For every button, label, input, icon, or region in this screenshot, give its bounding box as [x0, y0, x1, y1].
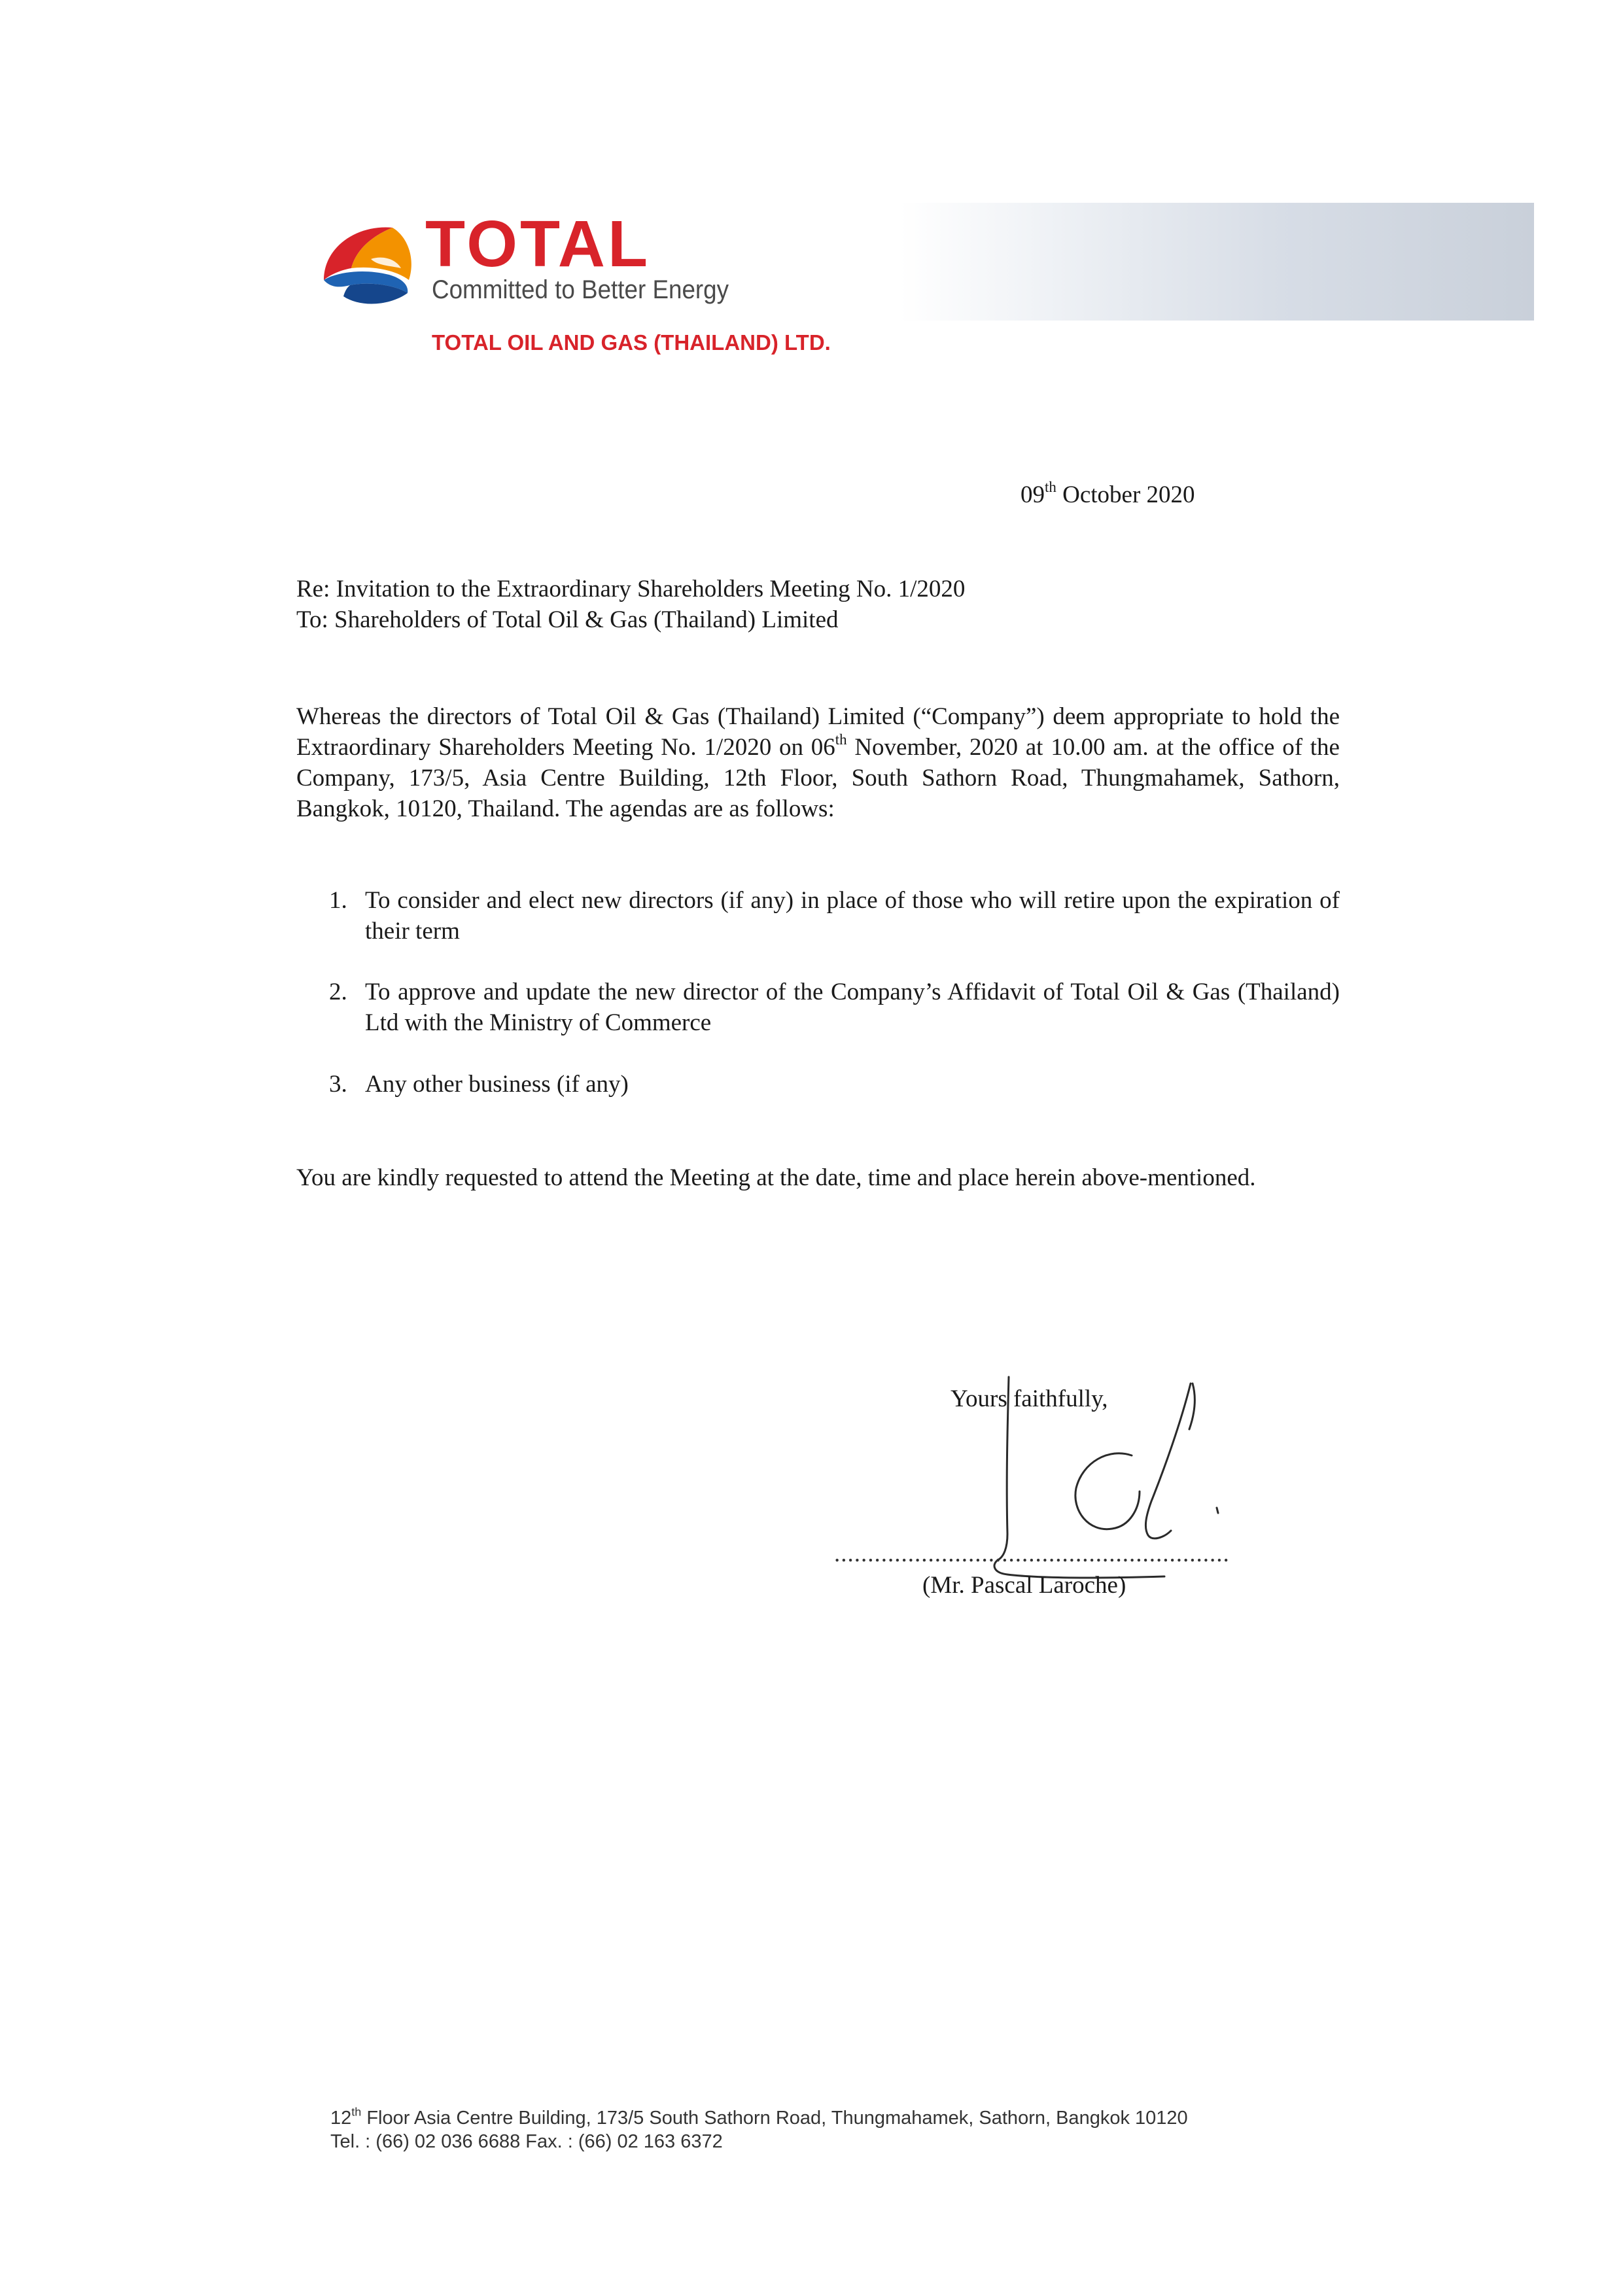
agenda-number: 3.: [329, 1071, 347, 1098]
agenda-text: To approve and update the new director of the Company’s Affidavit of Total Oil & Gas (Thailand) Ltd with the Ministry of Commerce: [365, 979, 1340, 1036]
footer-floor-suffix: th: [351, 2105, 362, 2119]
company-name: TOTAL OIL AND GAS (THAILAND) LTD.: [432, 330, 831, 355]
agenda-text: To consider and elect new directors (if any) in place of those who will retire upon the expiration of their term: [365, 887, 1340, 945]
request-paragraph: You are kindly requested to attend the Meeting at the date, time and place herein above-mentioned.: [296, 1164, 1256, 1191]
agenda-text: Any other business (if any): [365, 1071, 629, 1098]
date-month-year: October 2020: [1056, 481, 1195, 508]
date-day: 09: [1021, 481, 1045, 508]
intro-text-a: Whereas the directors of Total Oil & Gas (Thailand) Limited (“Company”) deem appropriate to hold the Extraordinary Shareholders Meeting No. 1/2020 on 06: [296, 703, 1340, 761]
footer-address: [330, 2106, 1188, 2130]
signatory-name: (Mr. Pascal Laroche): [922, 1572, 1126, 1599]
agenda-item: [296, 885, 1340, 947]
footer-contact: Tel. : (66) 02 036 6688 Fax. : (66) 02 163 6372: [330, 2131, 723, 2152]
letterhead-decorative-band: [899, 203, 1534, 321]
date-suffix: th: [1045, 478, 1056, 495]
brand-name: TOTAL: [425, 207, 651, 281]
recipient-line: To: Shareholders of Total Oil & Gas (Thailand) Limited: [296, 606, 839, 633]
agenda-number: 1.: [329, 887, 347, 914]
intro-sup: th: [835, 731, 847, 748]
intro-paragraph: [296, 701, 1340, 824]
agenda-item: [296, 1069, 1340, 1100]
brand-tagline: Committed to Better Energy: [432, 275, 729, 304]
letter-date: [1021, 479, 1195, 510]
agenda-number: 2.: [329, 979, 347, 1005]
signature-line: ...........................................................: [834, 1540, 1230, 1567]
subject-line: Re: Invitation to the Extraordinary Shareholders Meeting No. 1/2020: [296, 576, 966, 602]
agenda-item: [296, 977, 1340, 1038]
intro-text-b: November, 2020 at 10.00 am. at the office of the Company, 173/5, Asia Centre Building, 12th Floor, South Sathorn Road, Thungmahamek, Sathorn, Bangkok, 10120, Thailand. The agendas are as follows:: [296, 734, 1340, 822]
footer-address-text: Floor Asia Centre Building, 173/5 South Sathorn Road, Thungmahamek, Sathorn, Bangkok 10120: [361, 2108, 1188, 2129]
closing-line: Yours faithfully,: [951, 1385, 1108, 1412]
footer-floor-number: 12: [330, 2108, 352, 2129]
